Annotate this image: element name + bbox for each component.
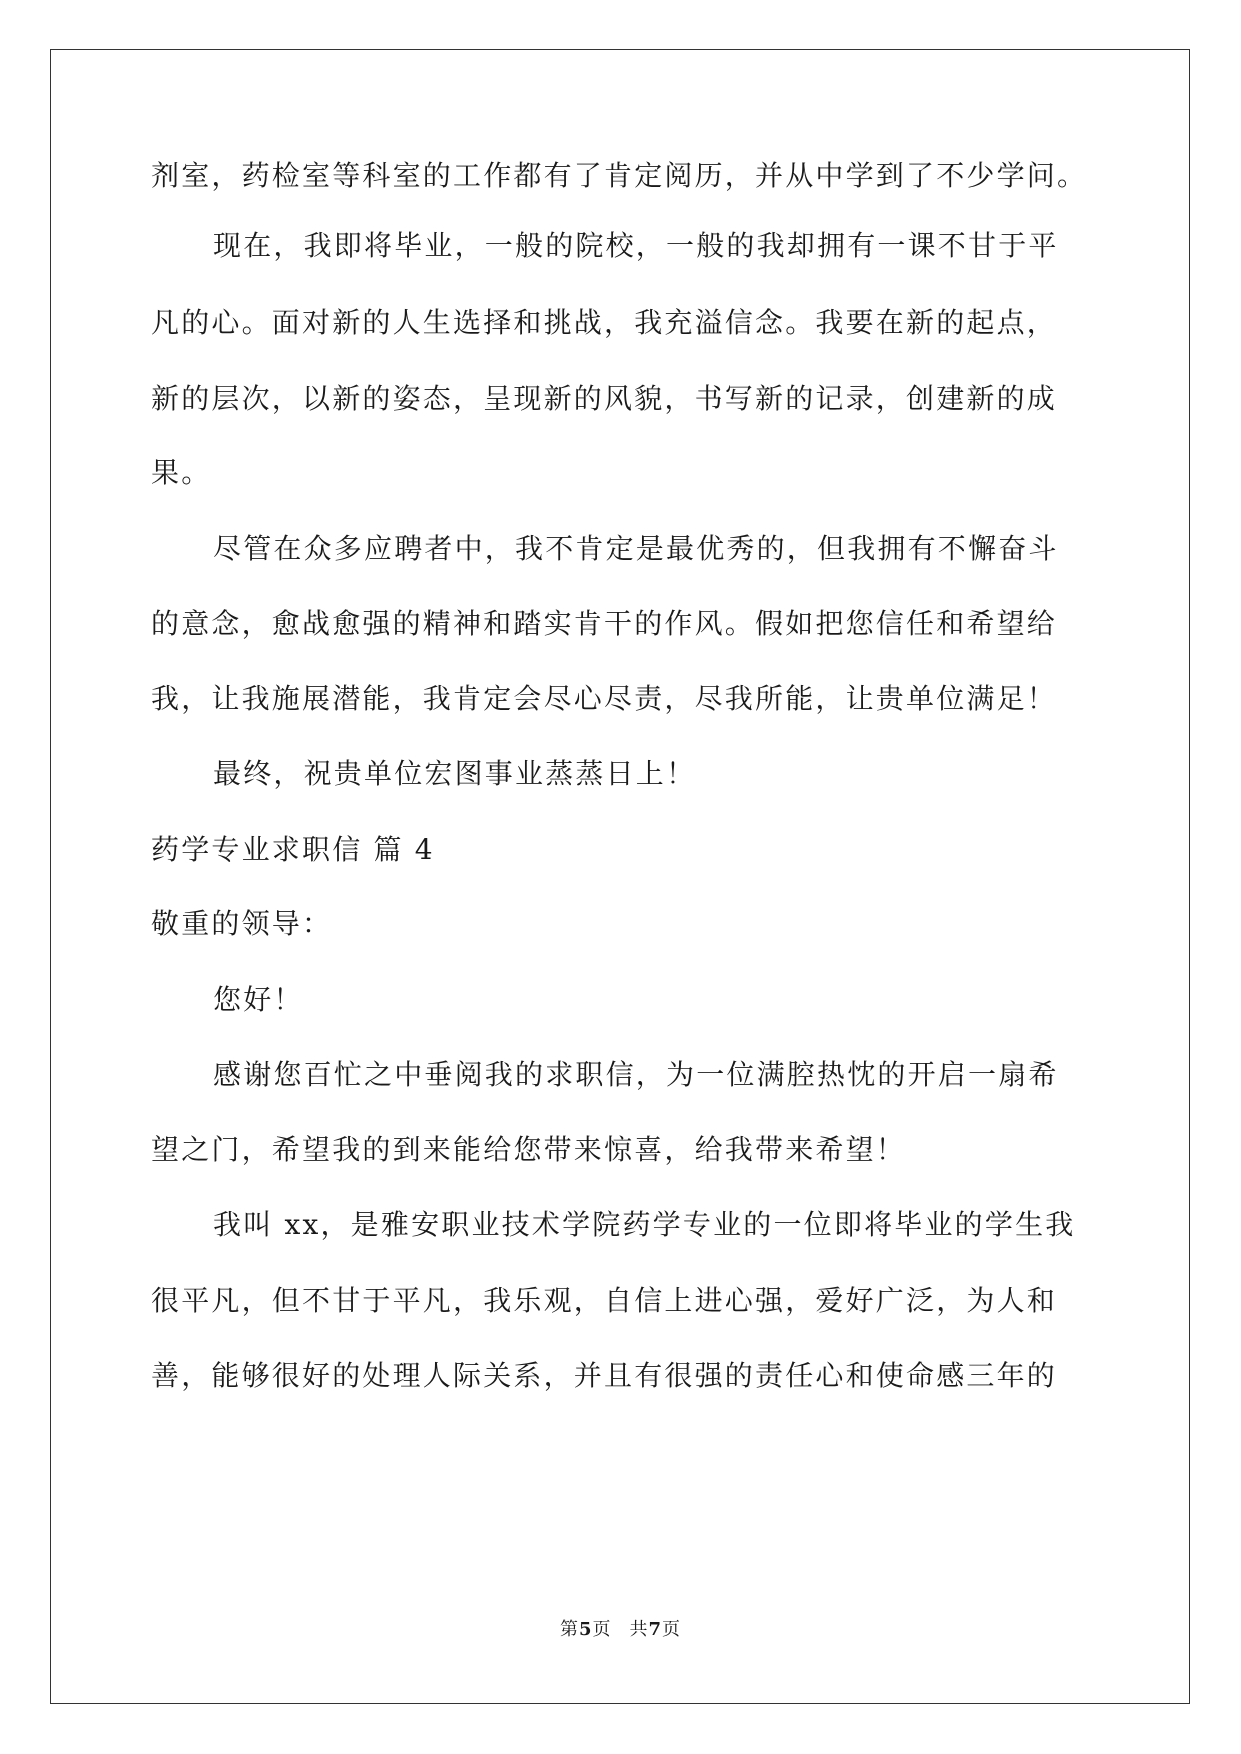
paragraph-line: 果。 bbox=[151, 456, 212, 489]
paragraph-line: 我，让我施展潜能，我肯定会尽心尽责，尽我所能，让贵单位满足！ bbox=[151, 682, 1058, 715]
footer-page-current: 5 bbox=[578, 1619, 593, 1640]
greeting: 您好！ bbox=[213, 983, 304, 1016]
paragraph-line: 现在，我即将毕业，一般的院校，一般的我却拥有一课不甘于平 bbox=[213, 229, 1059, 262]
paragraph-line: 望之门，希望我的到来能给您带来惊喜，给我带来希望！ bbox=[151, 1133, 907, 1166]
footer-page-suffix: 页 bbox=[592, 1619, 612, 1640]
paragraph-line: 凡的心。面对新的人生选择和挑战，我充溢信念。我要在新的起点， bbox=[151, 306, 1058, 339]
page-border bbox=[50, 49, 1190, 1704]
paragraph-line: 的意念，愈战愈强的精神和踏实肯干的作风。假如把您信任和希望给 bbox=[151, 607, 1058, 640]
paragraph-line: 最终，祝贵单位宏图事业蒸蒸日上！ bbox=[213, 757, 697, 790]
paragraph-line: 尽管在众多应聘者中，我不肯定是最优秀的，但我拥有不懈奋斗 bbox=[213, 532, 1059, 565]
footer-total-suffix: 页 bbox=[662, 1619, 682, 1640]
footer-total-prefix: 共 bbox=[629, 1619, 649, 1640]
paragraph-line: 我叫 xx，是雅安职业技术学院药学专业的一位即将毕业的学生我 bbox=[213, 1208, 1076, 1241]
page-footer bbox=[0, 1618, 1241, 1642]
paragraph-line: 善，能够很好的处理人际关系，并且有很强的责任心和使命感三年的 bbox=[151, 1359, 1058, 1392]
footer-page-prefix: 第 bbox=[559, 1619, 579, 1640]
paragraph-line: 剂室，药检室等科室的工作都有了肯定阅历，并从中学到了不少学问。 bbox=[151, 159, 1088, 192]
salutation: 敬重的领导： bbox=[151, 907, 333, 940]
paragraph-line: 新的层次，以新的姿态，呈现新的风貌，书写新的记录，创建新的成 bbox=[151, 382, 1058, 415]
paragraph-line: 很平凡，但不甘于平凡，我乐观，自信上进心强，爱好广泛，为人和 bbox=[151, 1284, 1058, 1317]
paragraph-line: 感谢您百忙之中垂阅我的求职信，为一位满腔热忱的开启一扇希 bbox=[213, 1058, 1059, 1091]
footer-page-total: 7 bbox=[648, 1619, 663, 1640]
section-heading: 药学专业求职信 篇 4 bbox=[151, 833, 435, 866]
